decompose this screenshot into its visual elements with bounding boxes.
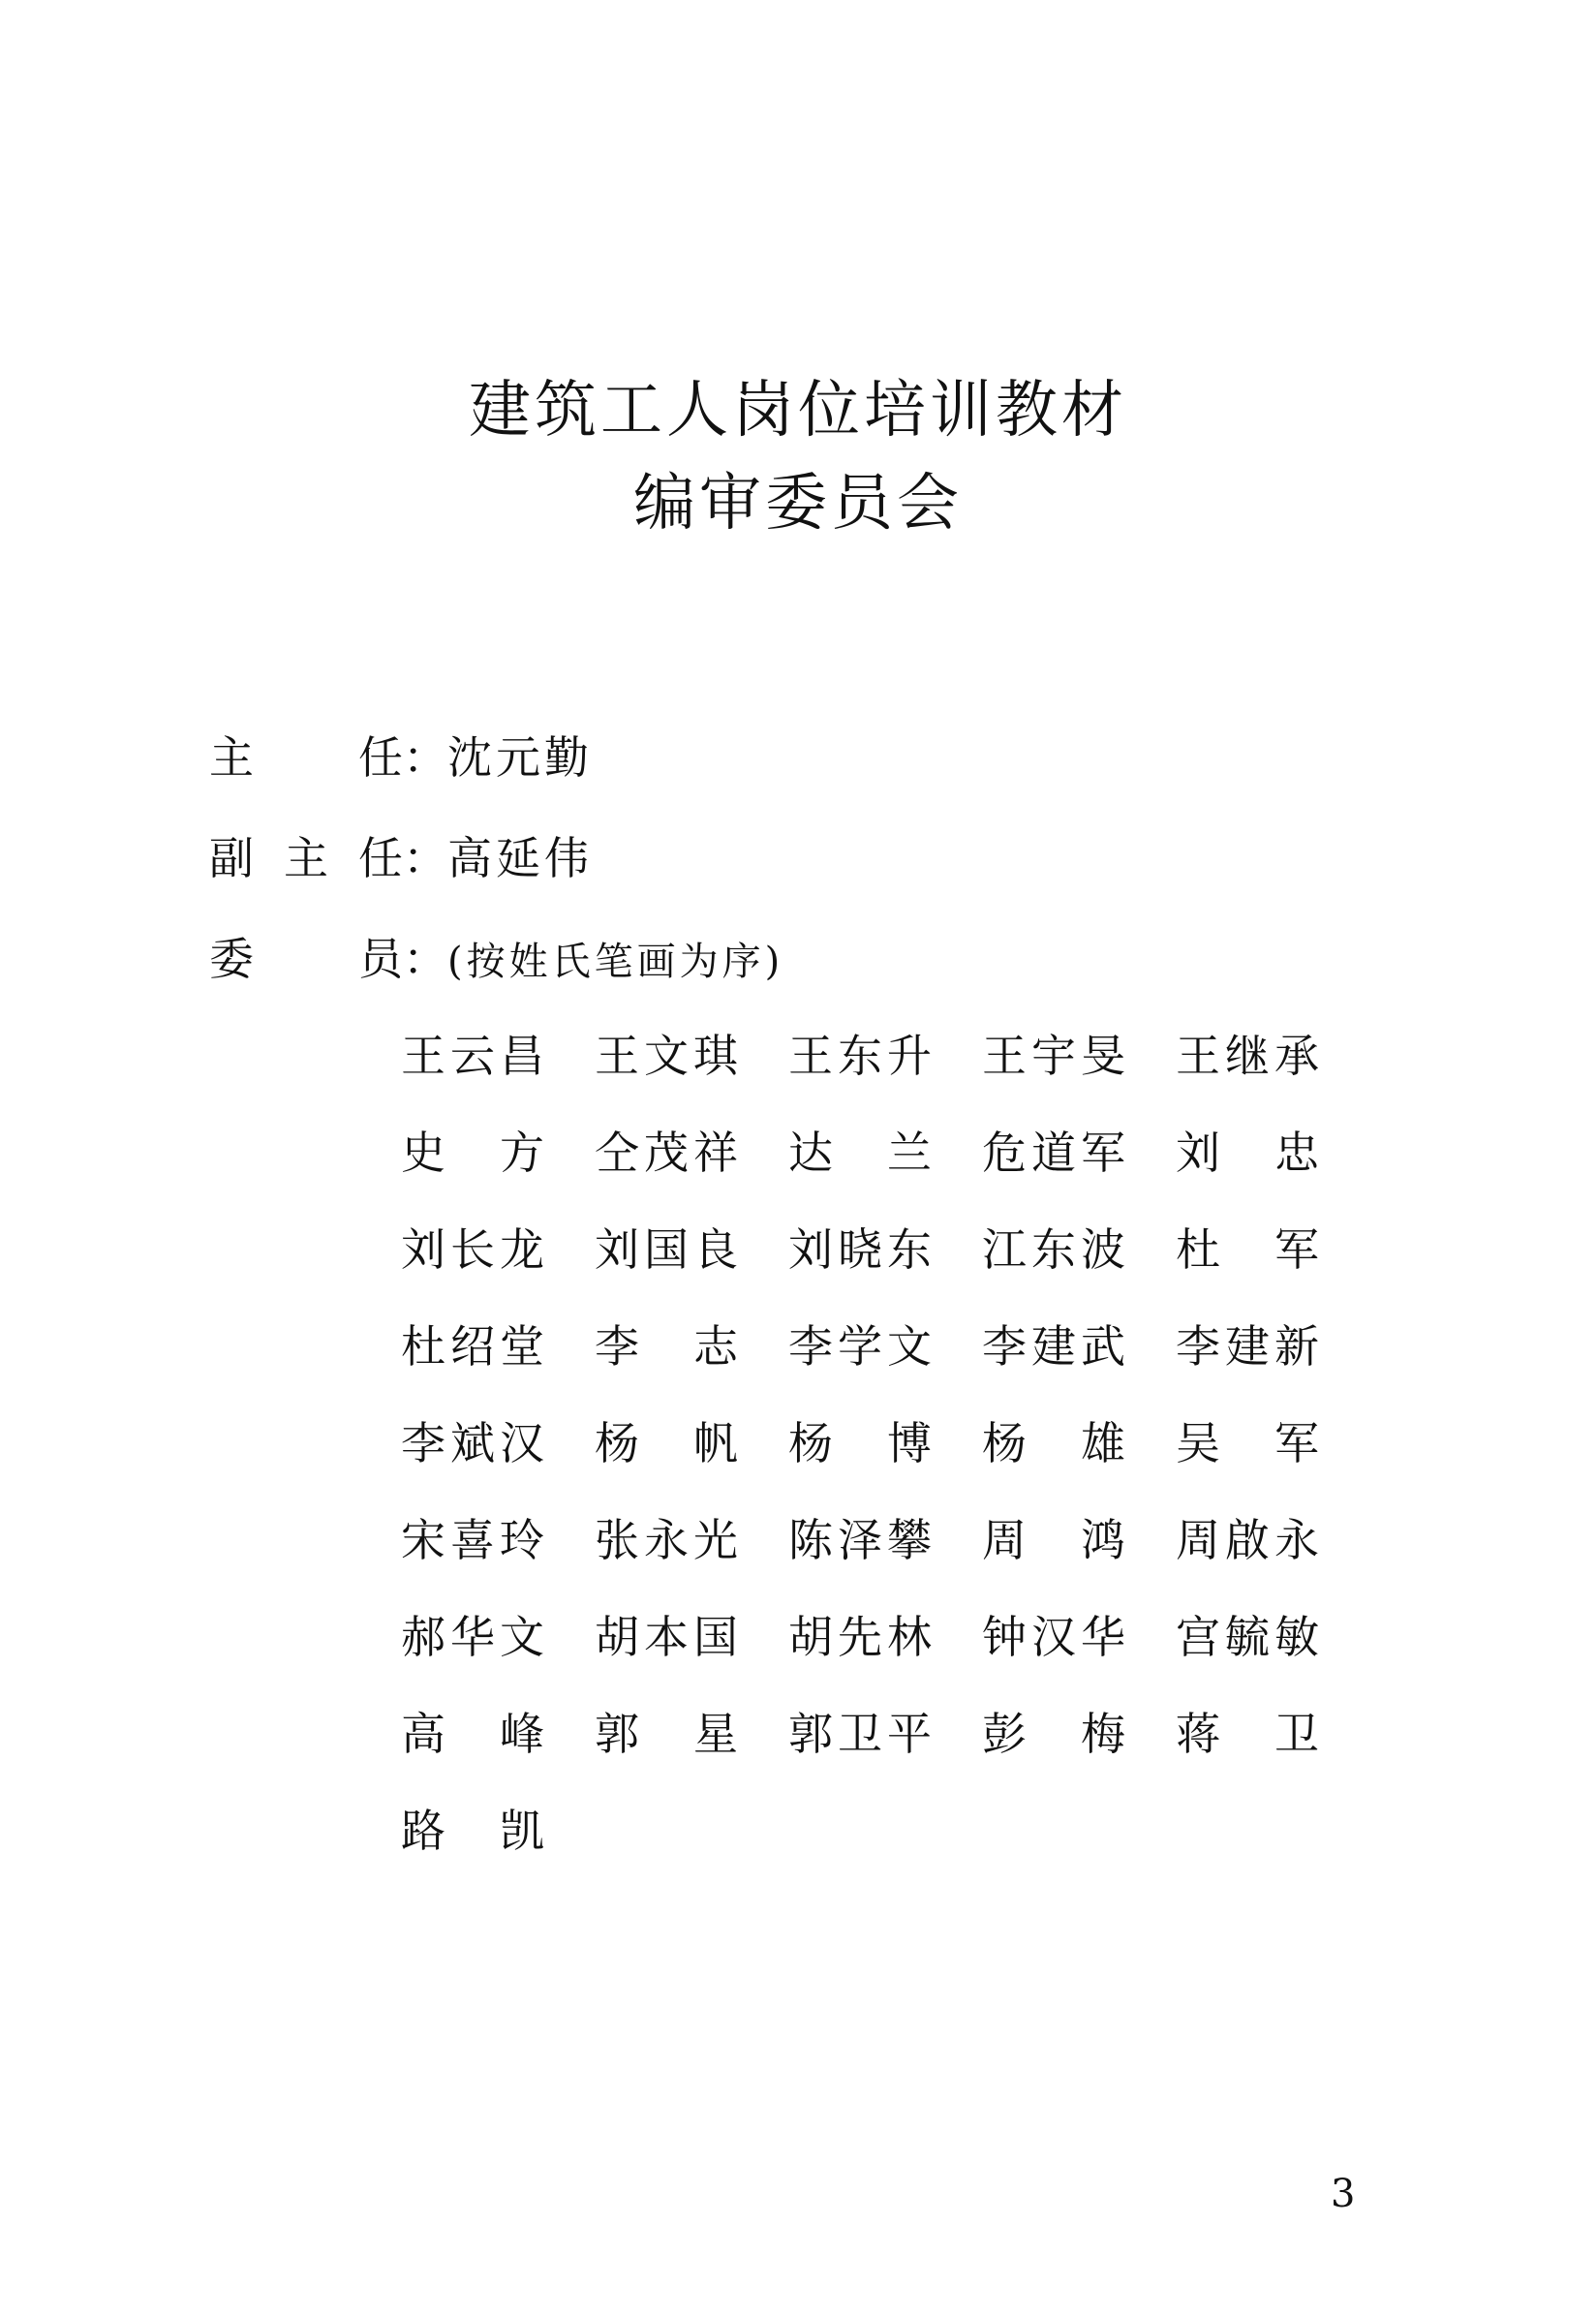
member-name: 周啟永 xyxy=(1176,1514,1319,1566)
member-name: 李建武 xyxy=(982,1320,1125,1373)
member-name: 钟汉华 xyxy=(982,1611,1125,1663)
member-name: 蒋 卫 xyxy=(1176,1708,1319,1760)
member-name: 危道军 xyxy=(982,1127,1125,1179)
member-name: 李学文 xyxy=(788,1320,932,1373)
member-name: 李 志 xyxy=(595,1320,738,1373)
deputy-name: 高延伟 xyxy=(447,832,593,884)
member-name: 刘晓东 xyxy=(788,1223,932,1276)
director-colon: ： xyxy=(403,731,447,784)
member-name: 刘 忠 xyxy=(1176,1127,1319,1179)
member-name: 郭 星 xyxy=(595,1708,738,1760)
page-number: 3 xyxy=(1331,2172,1356,2216)
director-label: 主 任 xyxy=(209,731,403,784)
member-name: 宫毓敏 xyxy=(1176,1611,1319,1663)
member-name: 周 鸿 xyxy=(982,1514,1125,1566)
member-name: 王继承 xyxy=(1176,1030,1319,1082)
member-name: 宋喜玲 xyxy=(401,1514,544,1566)
deputy-colon: ： xyxy=(403,832,447,884)
member-name: 江东波 xyxy=(982,1223,1125,1276)
member-name: 王东升 xyxy=(788,1030,932,1082)
member-name: 高 峰 xyxy=(401,1708,544,1760)
member-name: 王文琪 xyxy=(595,1030,738,1082)
member-name: 彭 梅 xyxy=(982,1708,1125,1760)
deputy-label: 副主任 xyxy=(209,832,403,884)
member-name: 杨 雄 xyxy=(982,1417,1125,1469)
members-row xyxy=(209,930,783,991)
member-name: 刘长龙 xyxy=(401,1223,544,1276)
member-name: 胡先林 xyxy=(788,1611,932,1663)
member-name: 达 兰 xyxy=(788,1127,932,1179)
member-name: 郝华文 xyxy=(401,1611,544,1663)
title-line-2: 编审委员会 xyxy=(633,468,963,540)
member-name: 吴 军 xyxy=(1176,1417,1319,1469)
member-name: 史 方 xyxy=(401,1127,544,1179)
members-label: 委 员 xyxy=(209,933,403,985)
member-name: 王宇旻 xyxy=(982,1030,1125,1082)
member-name: 刘国良 xyxy=(595,1223,738,1276)
member-name: 胡本国 xyxy=(595,1611,738,1663)
member-name: 杨 博 xyxy=(788,1417,932,1469)
member-name: 杨 帆 xyxy=(595,1417,738,1469)
director-row xyxy=(209,728,593,787)
member-name: 李斌汉 xyxy=(401,1417,544,1469)
committee-title xyxy=(0,364,1596,550)
member-name: 路 凯 xyxy=(401,1805,544,1857)
member-name: 郭卫平 xyxy=(788,1708,932,1760)
director-name: 沈元勤 xyxy=(447,731,593,784)
member-name: 杜绍堂 xyxy=(401,1320,544,1373)
member-name: 王云昌 xyxy=(401,1030,544,1082)
title-line-1: 建筑工人岗位培训教材 xyxy=(469,375,1127,447)
member-name: 李建新 xyxy=(1176,1320,1319,1373)
members-colon: ： xyxy=(403,933,447,985)
members-order-note: (按姓氏笔画为序) xyxy=(447,940,784,984)
member-name: 张永光 xyxy=(595,1514,738,1566)
member-name: 仝茂祥 xyxy=(595,1127,738,1179)
member-name: 陈泽攀 xyxy=(788,1514,932,1566)
member-name: 杜 军 xyxy=(1176,1223,1319,1276)
deputy-row xyxy=(209,829,593,887)
members-list xyxy=(401,1027,1319,1860)
